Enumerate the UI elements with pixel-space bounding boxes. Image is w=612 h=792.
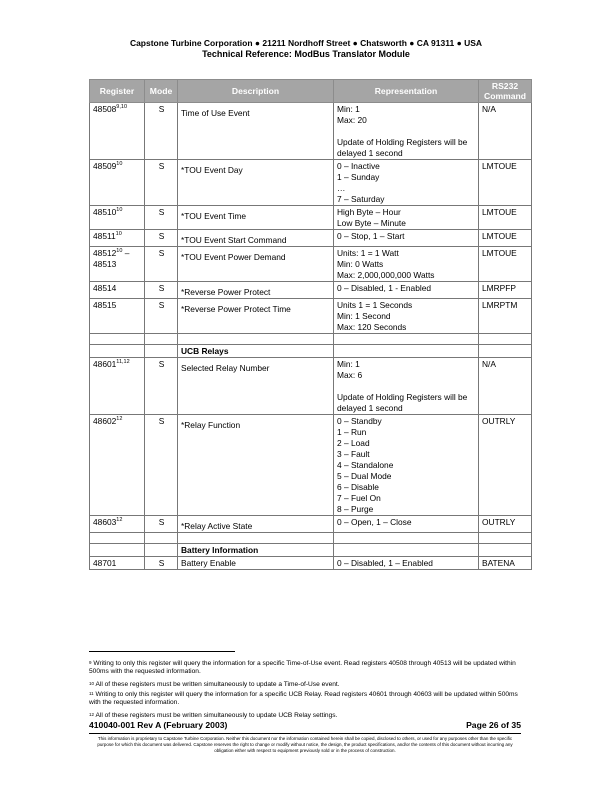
mode-cell: S: [145, 160, 178, 206]
footnote-number: 11: [89, 691, 94, 696]
representation-cell: [334, 557, 479, 570]
empty-cell: [90, 533, 145, 544]
footnote: [89, 660, 529, 676]
mode-cell: S: [145, 282, 178, 299]
description-text: Time of Use Event: [181, 108, 250, 118]
document-title: Technical Reference: ModBus Translator Module: [202, 49, 410, 59]
table-row: [90, 415, 532, 516]
command-cell: LMRPTM: [479, 299, 532, 334]
representation-cell: [334, 282, 479, 299]
register-range-dash: –: [122, 248, 130, 258]
representation-line: [337, 381, 476, 392]
footnote: [89, 691, 529, 707]
register-number: 48509: [93, 161, 117, 171]
footnote-text: Writing to only this register will query the information for a specific Time-of-Use event. Read registers 40508 through 40513 will be updated within 500ms with the requested information.: [89, 660, 516, 675]
representation-line: 1 – Run: [337, 427, 367, 437]
description-cell: [178, 299, 334, 334]
register-number: 48512: [93, 248, 117, 258]
register-cell: [90, 206, 145, 230]
representation-cell: [334, 299, 479, 334]
table-row: [90, 103, 532, 160]
representation-line: 6 – Disable: [337, 482, 379, 492]
register-number: 48601: [93, 359, 117, 369]
description-cell: [178, 230, 334, 247]
representation-line: High Byte – Hour: [337, 207, 401, 217]
register-number: 48510: [93, 207, 117, 217]
representation-line: Min: 1 Second: [337, 311, 391, 321]
company-address: Capstone Turbine Corporation ● 21211 Nordhoff Street ● Chatsworth ● CA 91311 ● USA: [129, 38, 483, 48]
register-cell: [90, 230, 145, 247]
section-row: [90, 345, 532, 358]
representation-cell: [334, 230, 479, 247]
representation-cell: [334, 103, 479, 160]
footnote: [89, 712, 529, 720]
col-header-mode: Mode: [145, 80, 178, 103]
representation-line: 0 – Disabled, 1 - Enabled: [337, 283, 432, 293]
description-text: *Reverse Power Protect: [181, 287, 271, 297]
col-header-description: Description: [178, 80, 334, 103]
empty-cell: [145, 334, 178, 345]
representation-line: Min: 0 Watts: [337, 259, 384, 269]
command-cell: BATENA: [479, 557, 532, 570]
register-table: [89, 79, 532, 570]
representation-line: [337, 126, 476, 137]
register-cell: [90, 103, 145, 160]
command-cell: LMTOUE: [479, 230, 532, 247]
command-cell: LMTOUE: [479, 160, 532, 206]
representation-line: Units: 1 = 1 Watt: [337, 248, 399, 258]
table-row: [90, 247, 532, 282]
register-cell: [90, 557, 145, 570]
representation-line: Max: 6: [337, 370, 363, 380]
representation-line: 1 – Sunday: [337, 172, 380, 182]
description-text: *Relay Function: [181, 420, 241, 430]
representation-line: 2 – Load: [337, 438, 370, 448]
empty-cell: [479, 334, 532, 345]
representation-cell: [334, 358, 479, 415]
description-text: *TOU Event Day: [181, 165, 243, 175]
description-text: *Reverse Power Protect Time: [181, 304, 291, 314]
representation-line: Min: 1: [337, 359, 360, 369]
empty-cell: [90, 345, 145, 358]
footnote-separator: [89, 651, 235, 652]
footnote-number: 10: [89, 681, 95, 686]
representation-line: 8 – Purge: [337, 504, 374, 514]
command-cell: N/A: [479, 103, 532, 160]
register-cell: [90, 358, 145, 415]
command-cell: OUTRLY: [479, 415, 532, 516]
description-cell: [178, 516, 334, 533]
register-cell: [90, 160, 145, 206]
representation-line: 3 – Fault: [337, 449, 370, 459]
legal-notice: This information is proprietary to Capstone Turbine Corporation. Neither this document nor the information contained herein shall be copied, disclosed to others, or used for any purposes other than the specific purpose for which this document was delivered. Capstone reserves the right to change or modify without notice, the design, the product specifications, and/or the contents of this document without incurring any obligation either with respect to equipment previously sold or in the process of construction.: [97, 736, 513, 753]
empty-cell: [178, 533, 334, 544]
description-text: Selected Relay Number: [181, 363, 270, 373]
col-header-rs232-command: RS232 Command: [479, 80, 532, 103]
mode-cell: S: [145, 206, 178, 230]
footnote-number: 9: [89, 660, 92, 665]
mode-cell: S: [145, 358, 178, 415]
footnote-ref: 10: [116, 248, 123, 254]
empty-cell: [178, 334, 334, 345]
footnote-ref: 9,10: [116, 104, 128, 110]
table-row: [90, 557, 532, 570]
representation-line: 0 – Disabled, 1 – Enabled: [337, 558, 433, 568]
register-cell: [90, 415, 145, 516]
footnote-ref: 10: [115, 231, 122, 237]
section-title: Battery Information: [178, 544, 334, 557]
empty-cell: [334, 544, 479, 557]
representation-line: Update of Holding Registers will be delayed 1 second: [337, 137, 468, 158]
page-footer: [89, 720, 521, 730]
register-cell: [90, 299, 145, 334]
representation-line: Update of Holding Registers will be delayed 1 second: [337, 392, 468, 413]
representation-line: …: [337, 183, 346, 193]
mode-cell: S: [145, 415, 178, 516]
register-number: 48514: [93, 283, 117, 293]
description-cell: [178, 160, 334, 206]
table-row: [90, 358, 532, 415]
col-header-register: Register: [90, 80, 145, 103]
register-number: 48508: [93, 104, 117, 114]
footnote-number: 12: [89, 712, 95, 717]
command-cell: LMTOUE: [479, 206, 532, 230]
register-number: 48603: [93, 517, 117, 527]
table-row: [90, 516, 532, 533]
representation-line: 4 – Standalone: [337, 460, 394, 470]
empty-cell: [90, 544, 145, 557]
section-row: [90, 544, 532, 557]
representation-cell: [334, 415, 479, 516]
register-number: 48511: [93, 231, 116, 241]
footnote-ref: 12: [116, 517, 123, 523]
description-cell: [178, 557, 334, 570]
empty-cell: [479, 544, 532, 557]
mode-cell: S: [145, 557, 178, 570]
mode-cell: S: [145, 103, 178, 160]
section-title: UCB Relays: [178, 345, 334, 358]
representation-line: Max: 20: [337, 115, 367, 125]
representation-line: 0 – Inactive: [337, 161, 380, 171]
page-header: [0, 38, 612, 60]
mode-cell: S: [145, 516, 178, 533]
description-cell: [178, 358, 334, 415]
blank-row: [90, 334, 532, 345]
register-number: 48602: [93, 416, 117, 426]
representation-line: 0 – Stop, 1 – Start: [337, 231, 405, 241]
table-row: [90, 206, 532, 230]
footnote-ref: 11,12: [116, 359, 130, 365]
representation-cell: [334, 206, 479, 230]
footnote-ref: 10: [116, 207, 123, 213]
mode-cell: S: [145, 247, 178, 282]
representation-line: Min: 1: [337, 104, 360, 114]
empty-cell: [145, 345, 178, 358]
description-text: *TOU Event Start Command: [181, 235, 287, 245]
command-cell: LMTOUE: [479, 247, 532, 282]
representation-cell: [334, 160, 479, 206]
empty-cell: [479, 345, 532, 358]
footnote-text: Writing to only this register will query the information for a specific UCB Relay. Read registers 40601 through 40603 will be updated within 500ms with the requested information.: [89, 691, 518, 706]
description-text: *TOU Event Power Demand: [181, 252, 286, 262]
representation-line: Max: 120 Seconds: [337, 322, 407, 332]
footer-divider: [89, 733, 521, 734]
empty-cell: [334, 334, 479, 345]
description-text: Battery Enable: [181, 558, 236, 568]
table-row: [90, 160, 532, 206]
description-cell: [178, 206, 334, 230]
representation-line: 5 – Dual Mode: [337, 471, 392, 481]
representation-line: Max: 2,000,000,000 Watts: [337, 270, 435, 280]
page-number: Page 26 of 35: [466, 720, 521, 730]
mode-cell: S: [145, 230, 178, 247]
representation-line: 0 – Standby: [337, 416, 382, 426]
register-number: 48701: [93, 558, 117, 568]
register-cell: [90, 282, 145, 299]
command-cell: OUTRLY: [479, 516, 532, 533]
representation-line: Low Byte – Minute: [337, 218, 406, 228]
empty-cell: [145, 544, 178, 557]
document-number: 410040-001 Rev A (February 2003): [89, 720, 228, 730]
blank-row: [90, 533, 532, 544]
description-cell: [178, 247, 334, 282]
table-row: [90, 282, 532, 299]
command-cell: N/A: [479, 358, 532, 415]
description-cell: [178, 282, 334, 299]
footnote-text: All of these registers must be written simultaneously to update a Time-of-Use event.: [95, 681, 340, 688]
representation-line: Units 1 = 1 Seconds: [337, 300, 413, 310]
footnote-text: All of these registers must be written simultaneously to update UCB Relay settings.: [95, 712, 338, 719]
description-cell: [178, 415, 334, 516]
footnote: [89, 681, 529, 689]
register-number: 48513: [93, 259, 117, 269]
col-header-representation: Representation: [334, 80, 479, 103]
table-row: [90, 230, 532, 247]
footnote-ref: 12: [116, 416, 123, 422]
representation-line: 0 – Open, 1 – Close: [337, 517, 412, 527]
representation-line: 7 – Saturday: [337, 194, 385, 204]
register-cell: [90, 247, 145, 282]
empty-cell: [334, 345, 479, 358]
empty-cell: [334, 533, 479, 544]
representation-line: 7 – Fuel On: [337, 493, 381, 503]
command-cell: LMRPFP: [479, 282, 532, 299]
representation-cell: [334, 516, 479, 533]
table-row: [90, 299, 532, 334]
description-cell: [178, 103, 334, 160]
footnote-ref: 10: [116, 161, 123, 167]
empty-cell: [145, 533, 178, 544]
table-header-row: [90, 80, 532, 103]
description-text: *TOU Event Time: [181, 211, 247, 221]
register-number: 48515: [93, 300, 117, 310]
empty-cell: [90, 334, 145, 345]
description-text: *Relay Active State: [181, 521, 253, 531]
mode-cell: S: [145, 299, 178, 334]
empty-cell: [479, 533, 532, 544]
register-cell: [90, 516, 145, 533]
representation-cell: [334, 247, 479, 282]
